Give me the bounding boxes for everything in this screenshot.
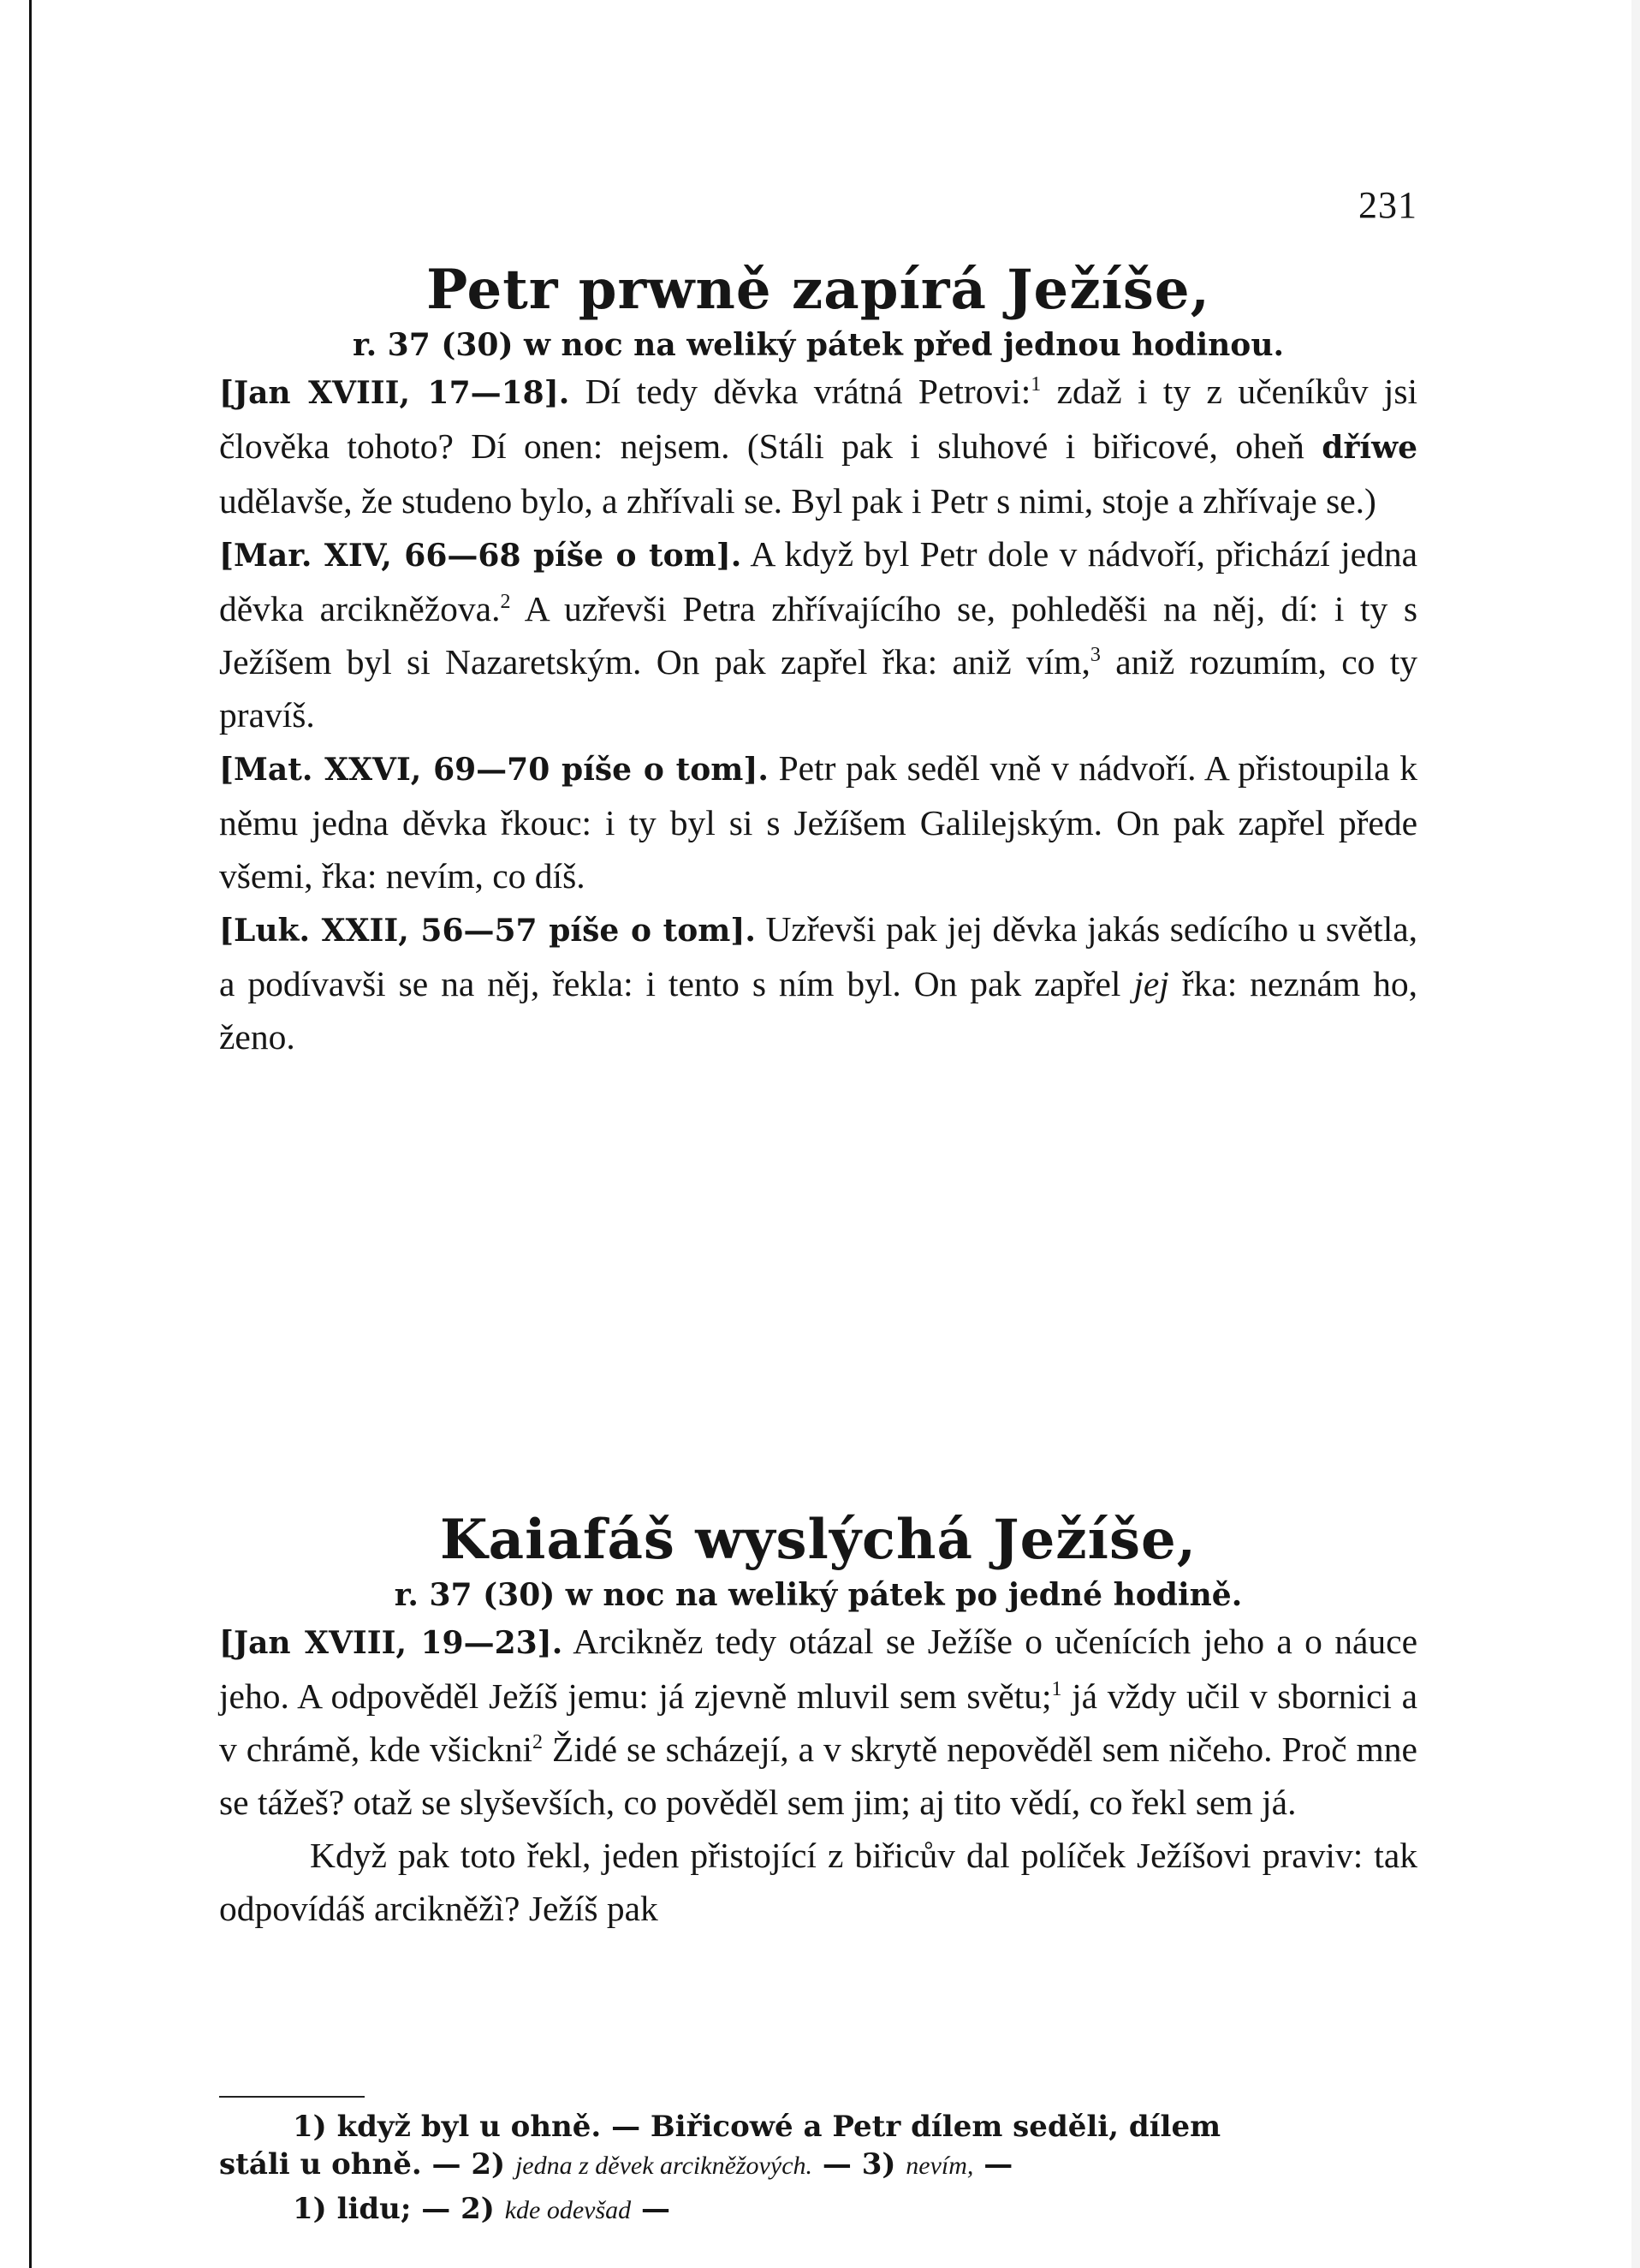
- paragraph-text: udělavše, že studeno bylo, a zhřívali se. Byl pak i Petr s nimi, stoje a zhřívaje se.): [219, 481, 1376, 521]
- paragraph-matthew: [219, 741, 1417, 902]
- paragraph-text: aniž rozumím, co ty pravíš.: [219, 642, 1417, 735]
- paragraph-text: Dí tedy děvka vrátná Petrovi:: [585, 372, 1031, 411]
- scan-margin-left: [0, 0, 29, 2268]
- footnote-marker: 3: [1090, 644, 1101, 667]
- footnotes: [219, 2096, 1417, 2229]
- paragraph-text: A uzřevši Petra zhřívajícího se, pohleděši na něj, dí: i ty s Ježíšem byl si Nazaretským. On pak zapřel řka: aniž vím,: [219, 589, 1417, 682]
- footnote-italic: nevím,: [906, 2152, 974, 2180]
- paragraph-text: A když byl Petr dole v nádvoří, přichází jedna děvka arcikněžova.: [219, 534, 1417, 628]
- fraktur-word: dříwe: [1322, 430, 1417, 466]
- paragraph-luke: [219, 902, 1417, 1063]
- footnote-marker: 2: [500, 591, 511, 614]
- paragraph-john-2: [219, 1615, 1417, 1829]
- scripture-reference: [Jan XVIII, 17—18].: [219, 375, 570, 411]
- footnote-text: stáli u ohně. — 2): [219, 2147, 515, 2182]
- paragraph-text: Petr pak seděl vně v nádvoří. A přistoupila k němu jedna děvka řkouc: i ty byl si s Ježíšem Galilejským. On pak zapřel přede všemi, řka: nevím, co díš.: [219, 748, 1417, 896]
- scripture-reference: [Jan XVIII, 19—23].: [219, 1625, 563, 1661]
- scripture-reference: [Mar. XIV, 66—68 píše o tom].: [219, 538, 742, 574]
- footnote-italic: jedna z děvek arcikněžových.: [514, 2152, 813, 2180]
- footnote-line-2: [219, 2190, 1417, 2229]
- scan-binding-line: [29, 0, 32, 2268]
- paragraph-text: já vždy učil v sbornici a v chrámě, kde všickni: [219, 1676, 1418, 1769]
- italic-word: jej: [1133, 964, 1169, 1003]
- scripture-reference: [Luk. XXII, 56—57 píše o tom].: [219, 913, 756, 949]
- footnote-rule: [219, 2096, 365, 2098]
- footnote-text: 1) lidu; — 2): [293, 2192, 505, 2226]
- paragraph-text: Arcikněz tedy otázal se Ježíše o učenících jeho a o náuce jeho. A odpověděl Ježíš jemu: já zjevně mluvil sem světu;: [219, 1622, 1417, 1716]
- footnote-text: — 3): [812, 2147, 906, 2182]
- scan-margin-right: [1631, 0, 1640, 2268]
- section-caiaphas: [219, 1507, 1417, 1935]
- section-subtitle: r. 37 (30) w noc na weliký pátek po jedné hodině.: [394, 1577, 1243, 1613]
- paragraph-continuation: [219, 1829, 1417, 1935]
- footnote-marker: 1: [1051, 1678, 1062, 1701]
- section-title: Petr prwně zapírá Ježíše,: [426, 258, 1210, 322]
- footnote-italic: kde odevšad: [504, 2196, 632, 2224]
- footnote-line-1: [219, 2108, 1417, 2146]
- footnote-text: —: [631, 2192, 670, 2226]
- footnote-line-1b: [219, 2146, 1417, 2185]
- page-number: 231: [1358, 184, 1417, 226]
- paragraph-text: Židé se scházejí, a v skrytě nepověděl sem ničeho. Proč mne se tážeš? otaž se slyševších, co pověděl sem jim; aj tito vědí, co řekl sem já.: [219, 1729, 1417, 1822]
- footnote-text: —: [973, 2147, 1013, 2182]
- paragraph-john: [219, 365, 1417, 527]
- paragraph-mark: [219, 527, 1417, 741]
- paragraph-text: Uzřevši pak jej děvka jakás sedícího u světla, a podívavši se na něj, řekla: i tento s ním byl. On pak zapřel: [219, 909, 1418, 1003]
- footnote-text: 1) když byl u ohně. — Biřicowé a Petr dílem seděli, dílem: [293, 2110, 1221, 2144]
- scripture-reference: [Mat. XXVI, 69—70 píše o tom].: [219, 752, 769, 788]
- section-title: Kaiafáš wyslýchá Ježíše,: [440, 1508, 1197, 1572]
- paragraph-text: zdaž i ty z učeníkův jsi člověka tohoto? Dí onen: nejsem. (Stáli pak i sluhové i biřicové, oheň: [219, 372, 1418, 466]
- footnote-marker: 1: [1031, 373, 1042, 396]
- section-subtitle: r. 37 (30) w noc na weliký pátek před jednou hodinou.: [352, 327, 1285, 363]
- paragraph-text: Když pak toto řekl, jeden přistojící z biřicův dal políček Ježíšovi praviv: tak odpovídáš arcikněžì? Ježíš pak: [219, 1836, 1417, 1928]
- section-peter-denial: [219, 257, 1417, 1063]
- footnote-marker: 2: [532, 1731, 543, 1754]
- paragraph-text: řka: neznám ho, ženo.: [219, 964, 1417, 1057]
